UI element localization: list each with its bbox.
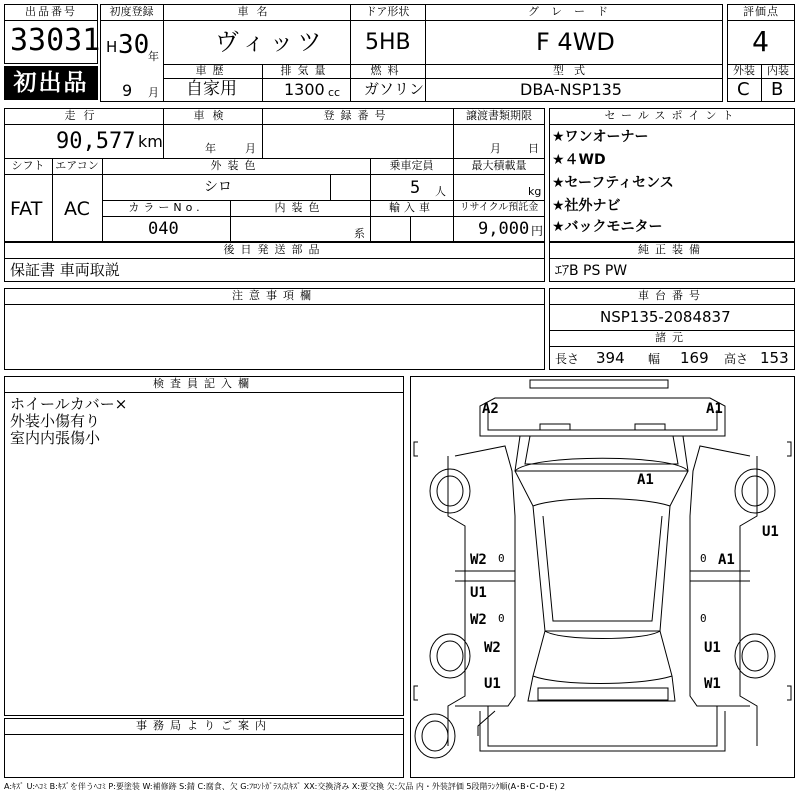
damage-left-step: U1 [470,585,487,601]
damage-legend: A:ｷｽﾞ U:ﾍｺﾐ B:ｷｽﾞを伴うﾍｺﾐ P:要塗装 W:補修跡 S:錆 C:腐食、欠 G:ﾌﾛﾝﾄｶﾞﾗｽ点ｷｽﾞ XX:交換済み X:要交換 欠:欠品 内・外装評価 5段階ﾗﾝｸ順(A･B･C･D･E) 2 [4,782,566,791]
std-equipment-label: 純正装備 [638,243,706,256]
model-code: DBA-NSP135 [520,80,622,99]
damage-right-front-door: A1 [718,552,735,568]
model-code-label: 型式 [553,64,595,77]
deadline-day-unit: 日 [528,142,539,155]
km-unit: km [138,132,163,151]
length: 394 [596,349,625,367]
reg-year: 30 [118,30,150,60]
recycle-label: リサイクル預託金 [459,202,539,213]
sales-point: ★ワンオーナー [552,129,649,145]
interior-grade: B [771,79,784,100]
grade: F 4WD [536,28,615,56]
door-mark-a: 0 [498,552,505,565]
damage-right-quarter: U1 [704,640,721,656]
chassis-number: NSP135-2084837 [600,308,731,326]
first-listing-badge: 初出品 [4,66,98,100]
month-unit: 月 [148,86,159,99]
sales-point: ★バックモニター [552,219,663,235]
door-label: ドア形状 [365,5,410,18]
ext-color-label: 外装色 [210,159,262,172]
lot-number: 33031 [10,23,101,58]
max-load-label: 最大積載量 [471,159,527,172]
capacity: 5 [410,178,421,198]
year-unit: 年 [148,50,159,63]
import-label: 輸入車 [389,201,434,214]
displacement-label: 排気量 [280,64,332,77]
damage-front-right: A1 [706,401,723,417]
width-label: 幅 [648,352,661,366]
cc-unit: cc [328,86,341,99]
shift-label: シフト [11,159,45,172]
office-label: 事務局よりご案内 [136,719,272,732]
std-equipment: ｴｱB PS PW [555,263,628,279]
sales-point: ★社外ナビ [552,198,621,214]
shift: FAT [10,198,43,220]
car-name: ヴィッツ [215,28,326,56]
chassis-label: 車台番号 [638,289,706,302]
exterior-grade-label: 外装 [733,64,755,77]
insp-year-unit: 年 [205,142,216,155]
car-diagram [410,376,795,778]
inspector-note: 外装小傷有り [10,412,101,430]
inspector-label: 検査員記入欄 [153,377,255,390]
ext-color: シロ [204,179,232,195]
history-label: 車歴 [195,64,230,77]
damage-rear-left: U1 [484,676,501,692]
width: 169 [680,349,709,367]
inspection-label: 車検 [193,109,232,122]
damage-left-rear-door: W2 [470,612,487,628]
specs-label: 諸元 [655,331,689,344]
color-no-label: カラーNo. [128,201,204,214]
inspector-note: 室内内張傷小 [10,429,101,447]
door-type: 5HB [365,30,411,55]
color-no: 040 [148,219,179,239]
sales-points-label: セールスポイント [604,109,740,122]
recycle-fee: 9,000 [478,219,530,239]
interior-grade-label: 内装 [767,64,789,77]
sales-point: ★セーフティセンス [552,175,674,191]
door-mark-c: 0 [498,612,505,625]
reg-no-label: 登録番号 [323,109,392,122]
damage-roof: A1 [637,472,654,488]
lot-number-label: 出品番号 [25,5,77,18]
mileage: 90,577 [56,129,136,154]
kei-unit: 系 [354,227,365,240]
damage-left-quarter: W2 [484,640,501,656]
era: H [106,38,118,56]
grade-label: グレード [528,5,620,18]
reg-month: 9 [122,81,133,100]
fuel: ガソリン [364,80,425,98]
later-parts: 保証書 車両取説 [10,261,120,279]
kg-unit: kg [528,185,542,198]
aircon: AC [64,198,90,220]
damage-front-left: A2 [482,401,499,417]
capacity-label: 乗車定員 [389,159,434,172]
damage-right-fender: U1 [762,524,779,540]
first-reg-label: 初度登録 [109,5,154,18]
persons-unit: 人 [435,185,446,198]
later-parts-label: 後日発送部品 [223,243,326,256]
score: 4 [752,25,769,58]
car-name-label: 車名 [237,5,276,18]
damage-left-front-door: W2 [470,552,487,568]
inspector-note: ホイールカバー× [10,395,128,413]
exterior-grade: C [737,79,750,100]
height-label: 高さ [724,352,749,366]
fuel-label: 燃料 [370,64,405,77]
yen-unit: 円 [531,224,544,238]
damage-rear-right: W1 [704,676,721,692]
aircon-label: エアコン [55,159,99,172]
int-color-label: 内装色 [274,201,326,214]
insp-month-unit: 月 [245,142,256,155]
history: 自家用 [186,79,237,99]
notes-label: 注意事項欄 [232,289,317,302]
deadline-month-unit: 月 [490,142,501,155]
sales-point: ★４WD [552,152,606,168]
door-mark-b: 0 [700,552,707,565]
score-label: 評価点 [743,5,779,18]
mileage-label: 走行 [64,109,103,122]
length-label: 長さ [555,352,580,366]
door-mark-d: 0 [700,612,707,625]
transfer-deadline-label: 譲渡書類期限 [466,109,532,122]
displacement: 1300 [284,80,325,99]
height: 153 [760,349,789,367]
